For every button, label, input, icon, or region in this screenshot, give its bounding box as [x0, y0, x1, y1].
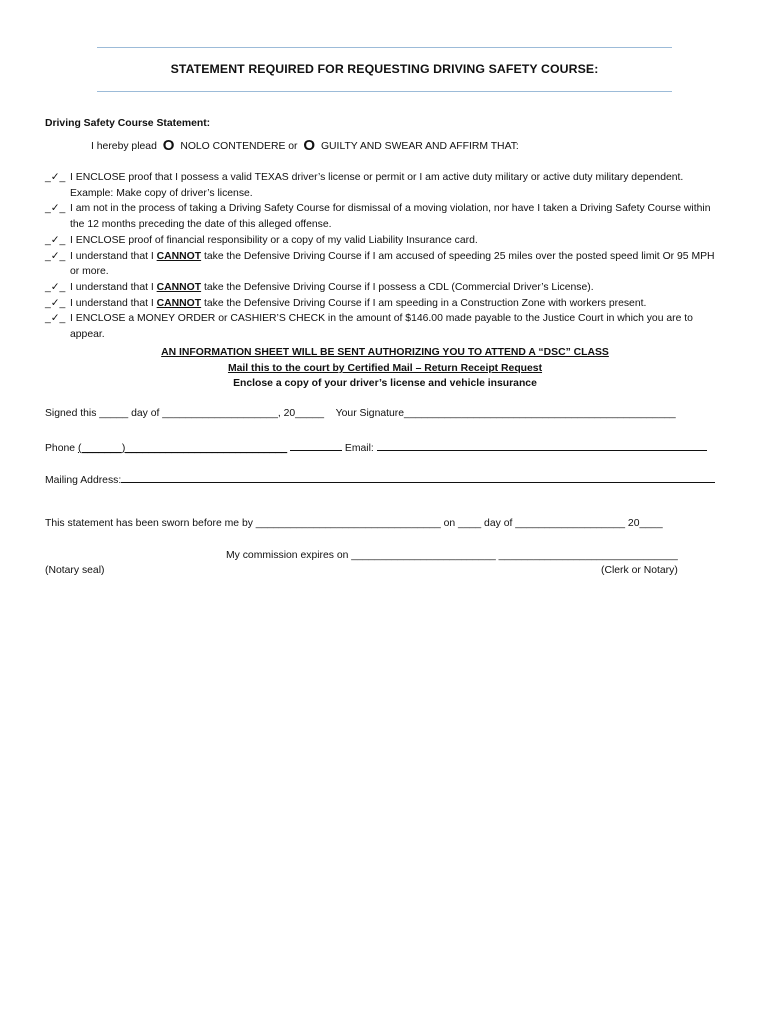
page-title: STATEMENT REQUIRED FOR REQUESTING DRIVING SAFETY COURSE: — [170, 62, 599, 76]
plea-prefix: I hereby plead — [91, 141, 157, 152]
guilty-label: GUILTY AND SWEAR AND AFFIRM THAT: — [320, 141, 519, 152]
email-label: Email: — [344, 443, 374, 454]
sworn-row[interactable]: This statement has been sworn before me by ________________________________ on ____ day of ___________________ 20____ — [45, 518, 663, 529]
cannot-emphasis: CANNOT — [156, 250, 202, 262]
item-text-after: take the Defensive Driving Course if I am accused of speeding 25 miles over the posted speed limit Or 95 MPH or more. — [70, 250, 715, 278]
notice-enclose-copy: Enclose a copy of your driver’s license and vehicle insurance — [233, 378, 537, 389]
list-item — [45, 249, 725, 280]
affirmation-list — [45, 170, 725, 343]
clerk-or-notary-label: (Clerk or Notary) — [601, 565, 678, 576]
item-text — [70, 296, 725, 312]
mailing-address-field[interactable] — [121, 471, 715, 483]
signature-label: Your Signature — [335, 408, 405, 419]
phone-row — [45, 439, 725, 454]
item-text: I ENCLOSE a MONEY ORDER or CASHIER’S CHECK in the amount of $146.00 made payable to the Justice Court in which you are to appear. — [70, 313, 693, 341]
item-text: I ENCLOSE proof that I possess a valid TEXAS driver’s license or permit or I am active duty military or active duty military dependent. Example: Make copy of driver’s license. — [70, 172, 684, 199]
phone-field[interactable]: (_______)____________________________ — [77, 443, 288, 454]
check-mark-icon[interactable]: _✓_ — [45, 297, 66, 309]
notary-seal-label: (Notary seal) — [45, 565, 105, 576]
signature-field[interactable]: _______________________________________________ — [404, 408, 676, 419]
title-underline-rule — [97, 91, 672, 92]
cannot-emphasis: CANNOT — [156, 281, 202, 293]
section-label: Driving Safety Course Statement: — [45, 118, 211, 129]
check-mark-icon[interactable]: _✓_ — [45, 250, 66, 262]
signed-date-field[interactable]: Signed this _____ day of ____________________, 20_____ — [45, 408, 325, 419]
email-field[interactable] — [377, 439, 707, 451]
list-item — [45, 296, 725, 312]
mailing-row — [45, 471, 725, 486]
item-text-before: I understand that I — [70, 297, 154, 309]
item-text — [70, 249, 725, 280]
item-text-before: I understand that I — [70, 250, 154, 262]
list-item — [45, 233, 725, 249]
notice-information-sheet: AN INFORMATION SHEET WILL BE SENT AUTHORIZING YOU TO ATTEND A “DSC” CLASS — [161, 347, 609, 358]
nolo-contendere-radio[interactable]: O — [162, 137, 175, 154]
list-item — [45, 201, 725, 232]
cannot-emphasis: CANNOT — [156, 297, 202, 309]
check-mark-icon[interactable]: _✓_ — [45, 203, 66, 215]
item-text-after: take the Defensive Driving Course if I possess a CDL (Commercial Driver’s License). — [204, 281, 594, 293]
signed-row — [45, 408, 725, 419]
top-rule — [97, 47, 672, 48]
check-mark-icon[interactable]: _✓_ — [45, 172, 66, 183]
mailing-address-label: Mailing Address: — [45, 475, 122, 486]
list-item — [45, 280, 725, 296]
list-item — [45, 170, 725, 201]
commission-row[interactable]: My commission expires on _________________________ _______________________________ — [226, 550, 678, 561]
check-mark-icon[interactable]: _✓_ — [45, 281, 66, 293]
check-mark-icon[interactable]: _✓_ — [45, 313, 66, 325]
nolo-contendere-label: NOLO CONTENDERE or — [180, 141, 298, 152]
notice-mail-instructions: Mail this to the court by Certified Mail – Return Receipt Request — [227, 363, 543, 374]
phone-label: Phone — [45, 443, 76, 454]
item-text-before: I understand that I — [70, 281, 154, 293]
item-text: I ENCLOSE proof of financial responsibility or a copy of my valid Liability Insurance card. — [70, 234, 478, 246]
list-item — [45, 311, 725, 342]
plea-line — [91, 136, 519, 153]
item-text: I am not in the process of taking a Driving Safety Course for dismissal of a moving violation, nor have I taken a Driving Safety Course within the 12 months preceding the date of this alleged offense. — [70, 203, 711, 231]
item-text-after: take the Defensive Driving Course if I am speeding in a Construction Zone with workers present. — [204, 297, 647, 309]
check-mark-icon[interactable]: _✓_ — [45, 234, 66, 246]
guilty-radio[interactable]: O — [303, 137, 316, 154]
item-text — [70, 280, 725, 296]
